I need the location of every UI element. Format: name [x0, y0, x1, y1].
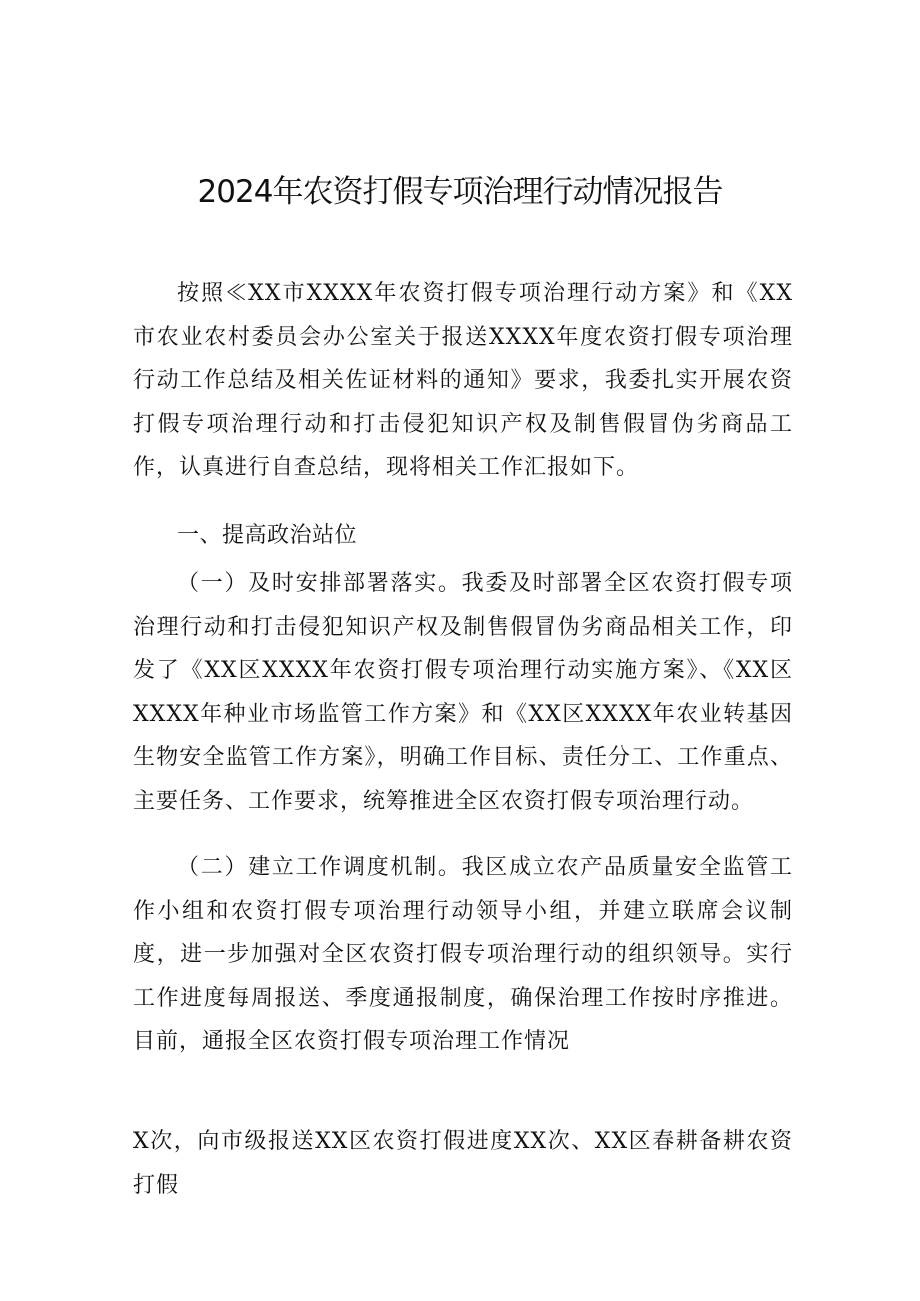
- intro-paragraph: 按照≪XX市XXXX年农资打假专项治理行动方案》和《XX市农业农村委员会办公室关于报送XXXX年度农资打假专项治理行动工作总结及相关佐证材料的通知》要求，我委扎实开展农资打假专项治理行动和打击侵犯知识产权及制售假冒伪劣商品工作，认真进行自查总结，现将相关工作汇报如下。: [133, 281, 793, 480]
- section-heading: 一、提高政治站位: [177, 523, 358, 548]
- section-paragraph-2: （二）建立工作调度机制。我区成立农产品质量安全监管工作小组和农资打假专项治理行动领导小组，并建立联席会议制度，进一步加强对全区农资打假专项治理行动的组织领导。实行工作进度每周报送、季度通报制度，确保治理工作按时序推进。目前，通报全区农资打假专项治理工作情况: [133, 855, 793, 1054]
- document-title: 2024年农资打假专项治理行动情况报告: [197, 174, 723, 210]
- continuation-line: X次，向市级报送XX区农资打假进度XX次、XX区春耕备耕农资打假: [133, 1129, 793, 1198]
- section-paragraph-1: （一）及时安排部署落实。我委及时部署全区农资打假专项治理行动和打击侵犯知识产权及制售假冒伪劣商品相关工作，印发了《XX区XXXX年农资打假专项治理行动实施方案》、《XX区XXXX年种业市场监管工作方案》和《XX区XXXX年农业转基因生物安全监管工作方案》，明确工作目标、责任分工、工作重点、主要任务、工作要求，统筹推进全区农资打假专项治理行动。: [133, 571, 793, 814]
